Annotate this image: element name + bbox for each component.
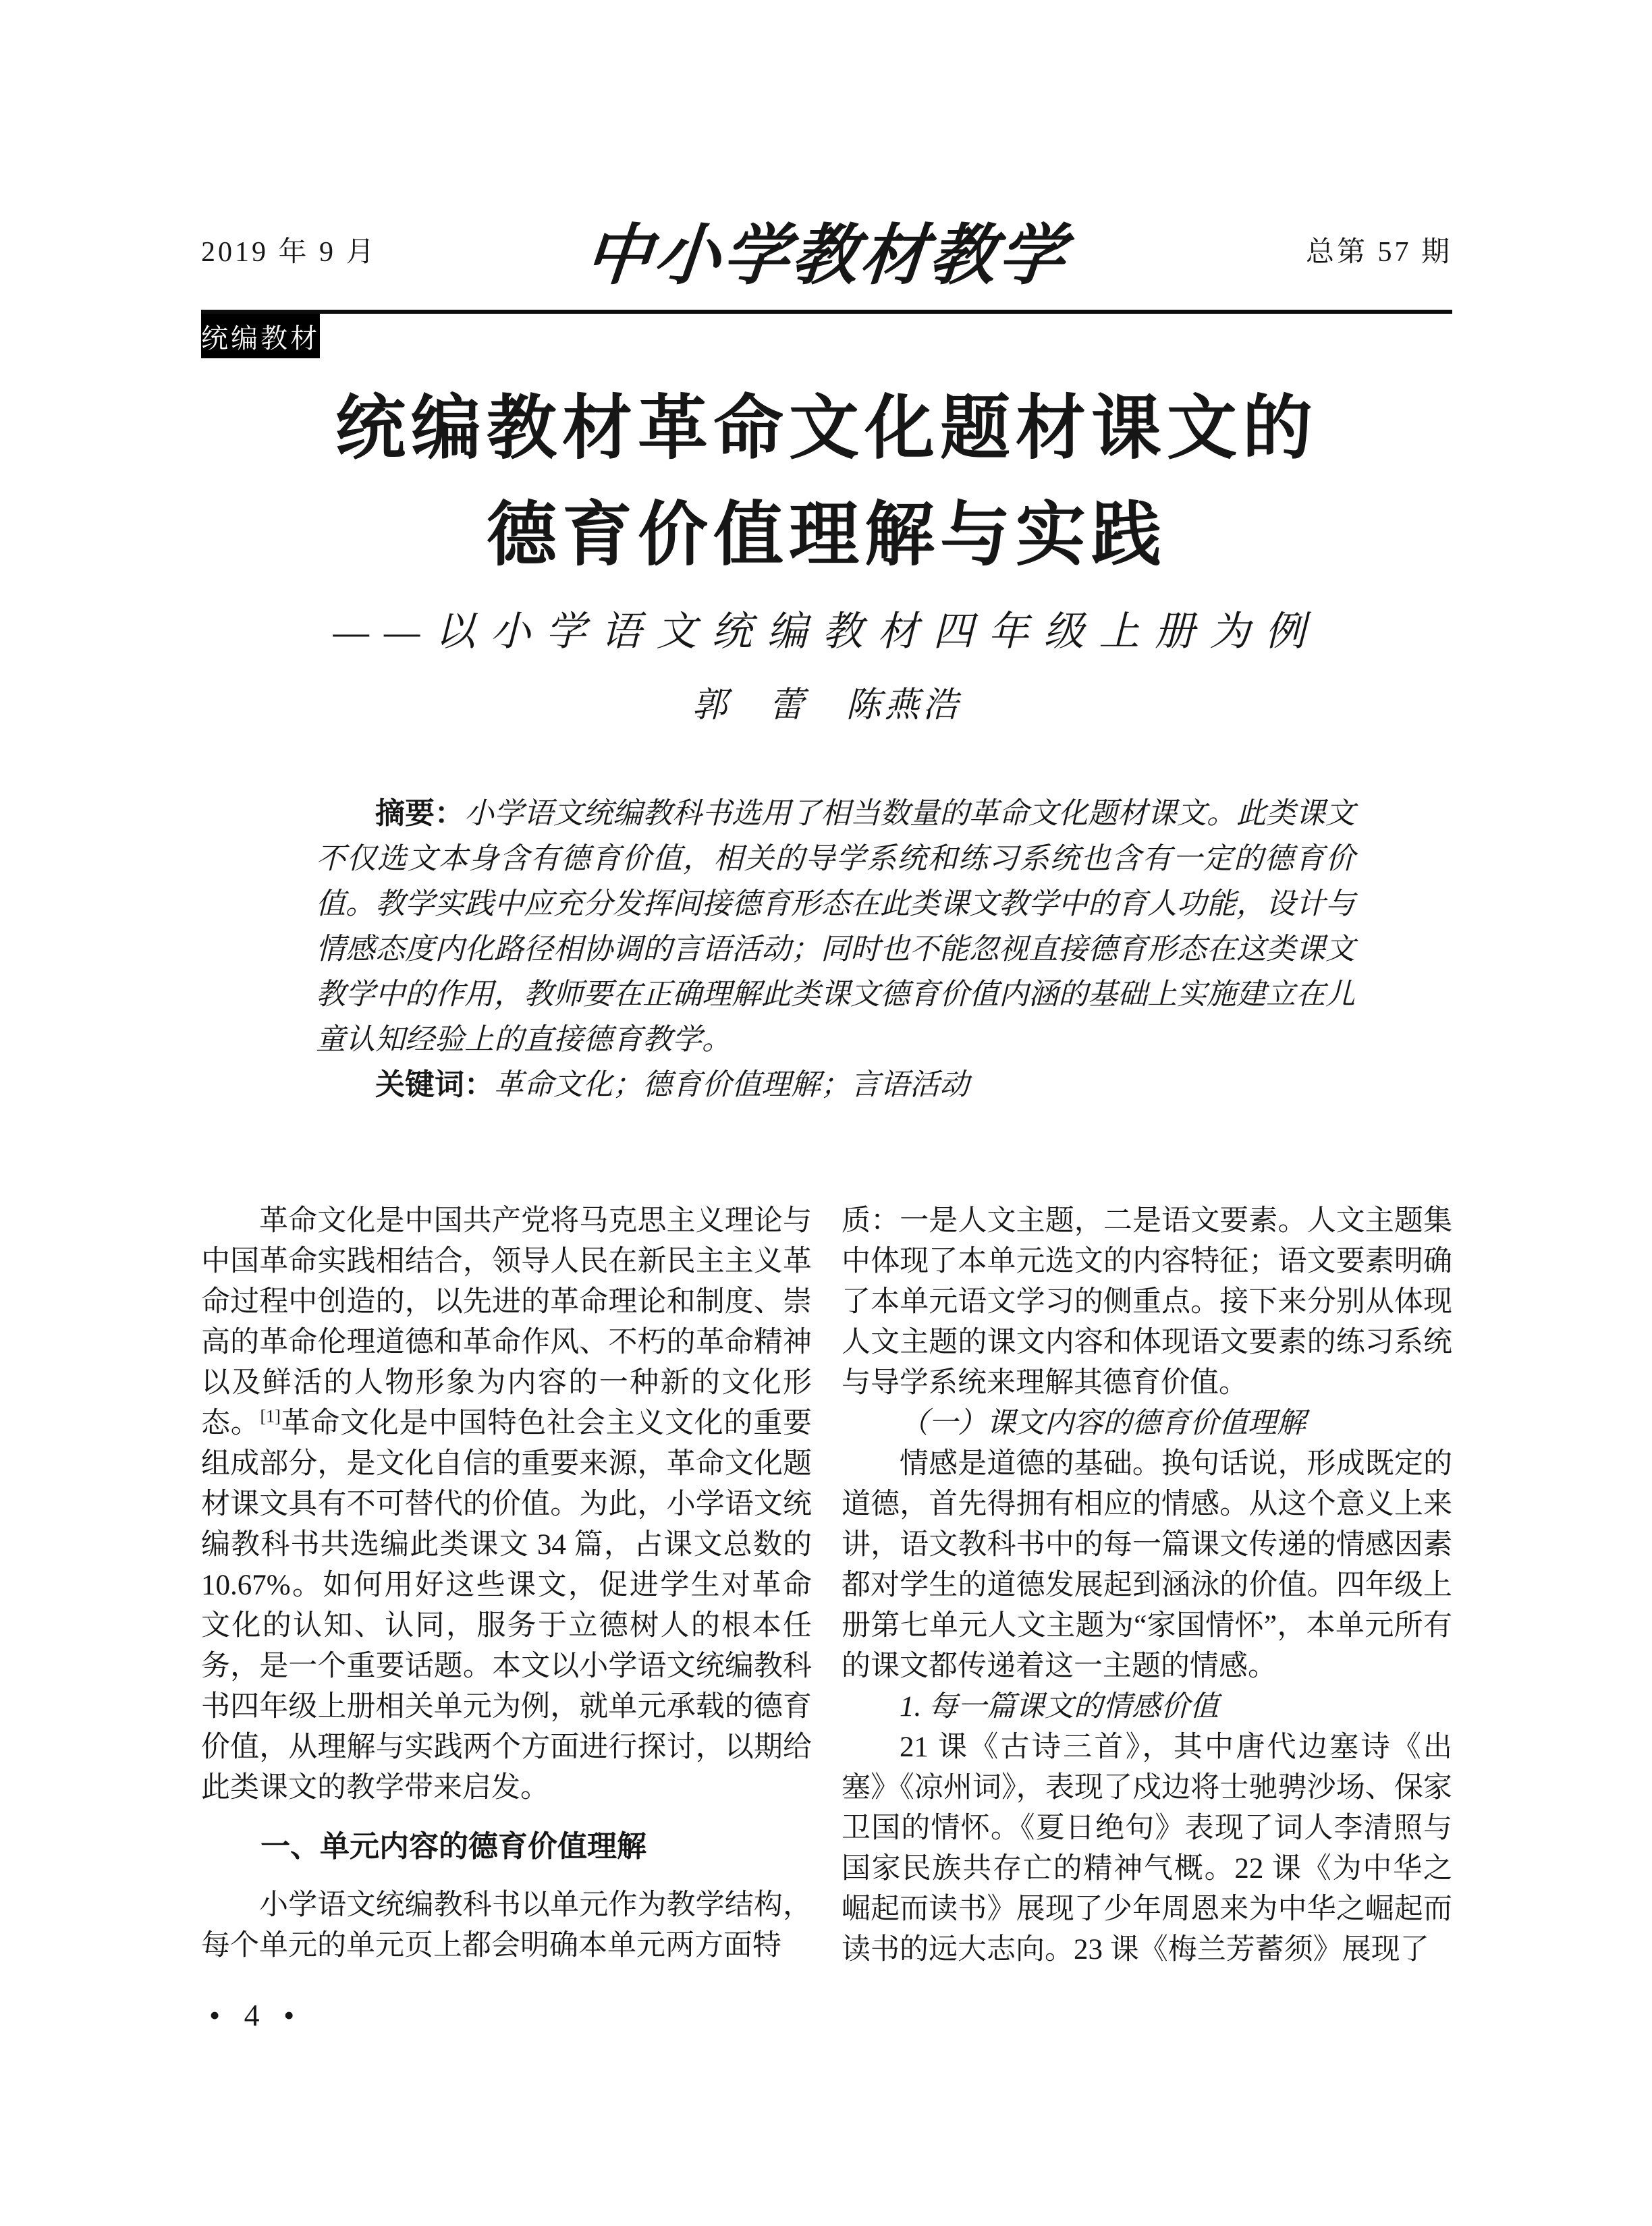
section-heading-1: 一、单元内容的德育价值理解 xyxy=(260,1830,646,1863)
article-title-line2: 德育价值理解与实践 xyxy=(486,496,1167,574)
section-tag: 统编教材 xyxy=(201,314,320,358)
body-paragraph-1 xyxy=(201,1201,812,1808)
left-column xyxy=(201,1201,812,1970)
keywords-label: 关键词： xyxy=(375,1068,494,1101)
article-title-line1: 统编教材革命文化题材课文的 xyxy=(335,389,1318,468)
body-paragraph-2: 小学语文统编教科书以单元作为教学结构，每个单元的单元页上都会明确本单元两方面特 xyxy=(201,1889,812,1961)
body-columns xyxy=(201,1201,1452,1970)
article-authors: 郭 蕾 陈燕浩 xyxy=(692,686,962,725)
header-rule xyxy=(201,310,1452,314)
article-subtitle: ——以小学语文统编教材四年级上册为例 xyxy=(333,609,1321,654)
abstract-paragraph xyxy=(316,791,1355,1062)
subsection-heading-2: 1. 每一篇课文的情感价值 xyxy=(900,1691,1219,1723)
article-title xyxy=(201,375,1452,588)
abstract-label: 摘要： xyxy=(375,797,464,830)
abstract-text: 小学语文统编教科书选用了相当数量的革命文化题材课文。此类课文不仅选文本身含有德育价值，相关的导学系统和练习系统也含有一定的德育价值。教学实践中应充分发挥间接德育形态在此类课文教学中的育人功能，设计与情感态度内化路径相协调的言语活动；同时也不能忽视直接德育形态在这类课文教学中的作用，教师要在正确理解此类课文德育价值内涵的基础上实施建立在儿童认知经验上的直接德育教学。 xyxy=(316,797,1355,1056)
keywords-line xyxy=(316,1062,1355,1107)
subsection-heading-1: （一）课文内容的德育价值理解 xyxy=(900,1408,1306,1439)
body-paragraph-3: 质：一是人文主题，二是语文要素。人文主题集中体现了本单元选文的内容特征；语文要素明确了本单元语文学习的侧重点。接下来分别从体现人文主题的课文内容和体现语文要素的练习系统与导学系统来理解其德育价值。 xyxy=(842,1205,1452,1399)
page-number: • 4 • xyxy=(209,1998,303,2032)
paragraph-text: 革命文化是中国特色社会主义文化的重要组成部分，是文化自信的重要来源，革命文化题材课文具有不可替代的价值。为此，小学语文统编教科书共选编此类课文 34 篇，占课文总数的 10.67%。如何用好这些课文，促进学生对革命文化的认知、认同，服务于立德树人的根本任务，是一个重要话题。本文以小学语文统编教科书四年级上册相关单元为例，就单元承载的德育价值，从理解与实践两个方面进行探讨，以期给此类课文的教学带来启发。 xyxy=(201,1408,813,1804)
abstract-block xyxy=(316,791,1355,1107)
footnote-marker: [1] xyxy=(260,1406,281,1426)
issue-date: 2019 年 9 月 xyxy=(201,237,377,268)
page-header xyxy=(201,199,1452,300)
journal-logo: 中小学教材教学 xyxy=(582,219,1070,293)
keywords-text: 革命文化；德育价值理解；言语活动 xyxy=(494,1068,969,1101)
issue-number: 总第 57 期 xyxy=(1305,237,1452,268)
paragraph-text: 革命文化是中国共产党将马克思主义理论与中国革命实践相结合，领导人民在新民主主义革命过程中创造的，以先进的革命理论和制度、崇高的革命伦理道德和革命作风、不朽的革命精神以及鲜活的人物形象为内容的一种新的文化形态。 xyxy=(201,1205,812,1439)
body-paragraph-5: 21 课《古诗三首》，其中唐代边塞诗《出塞》《凉州词》，表现了戍边将士驰骋沙场、保家卫国的情怀。《夏日绝句》表现了词人李清照与国家民族共存亡的精神气概。22 课《为中华之崛起而读书》展现了少年周恩来为中华之崛起而读书的远大志向。23 课《梅兰芳蓄须》展现了 xyxy=(842,1731,1452,1966)
body-paragraph-4: 情感是道德的基础。换句话说，形成既定的道德，首先得拥有相应的情感。从这个意义上来讲，语文教科书中的每一篇课文传递的情感因素都对学生的道德发展起到涵泳的价值。四年级上册第七单元人文主题为“家国情怀”，本单元所有的课文都传递着这一主题的情感。 xyxy=(842,1448,1452,1682)
right-column xyxy=(842,1201,1452,1970)
